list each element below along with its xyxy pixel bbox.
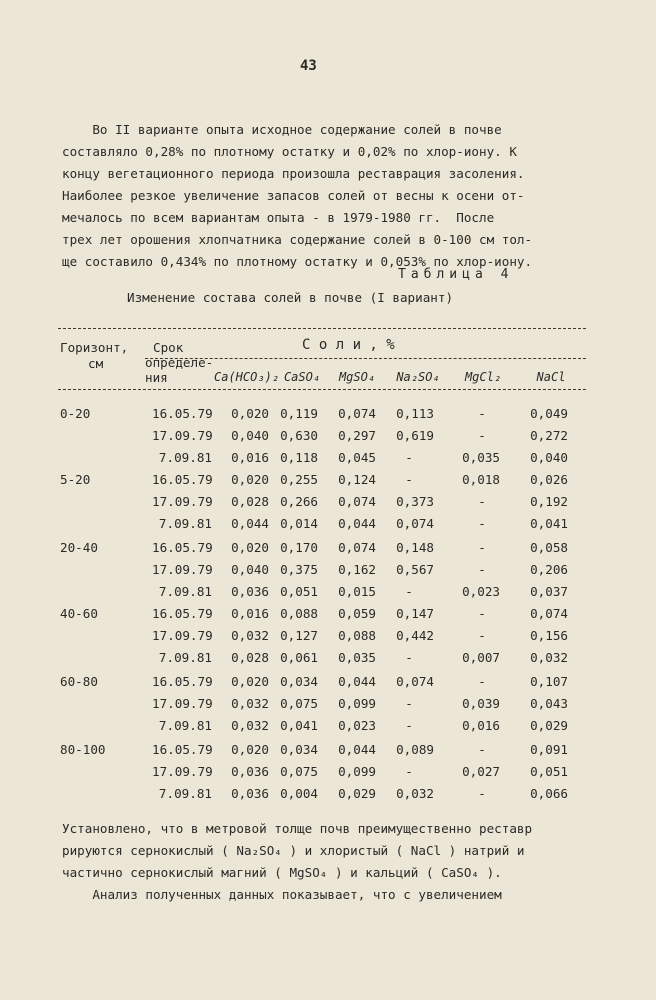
value-cell: 0,020 [231, 674, 269, 689]
value-cell: 0,059 [338, 606, 376, 621]
value-cell: 0,041 [280, 718, 318, 733]
value-cell: 0,034 [280, 674, 318, 689]
date-cell: 17.09.79 [152, 628, 213, 643]
value-cell: 0,041 [530, 516, 568, 531]
value-cell: 0,170 [280, 540, 318, 555]
value-cell: 0,020 [231, 406, 269, 421]
value-cell: - [405, 450, 413, 465]
value-cell: 0,567 [396, 562, 434, 577]
value-cell: 0,066 [530, 786, 568, 801]
value-cell: 0,124 [338, 472, 376, 487]
value-cell: - [478, 540, 486, 555]
date-cell: 7.09.81 [158, 718, 212, 733]
value-cell: 0,032 [530, 650, 568, 665]
value-cell: 0,162 [338, 562, 376, 577]
value-cell: 0,051 [530, 764, 568, 779]
value-cell: - [478, 786, 486, 801]
date-cell: 16.05.79 [152, 674, 213, 689]
value-cell: 0,373 [396, 494, 434, 509]
col-header-mgso4: MgSO₄ [338, 370, 376, 384]
value-cell: - [478, 742, 486, 757]
col-header-nacl: NaCl [536, 370, 566, 384]
value-cell: 0,044 [231, 516, 269, 531]
value-cell: 0,206 [530, 562, 568, 577]
value-cell: - [405, 696, 413, 711]
value-cell: 0,088 [280, 606, 318, 621]
text-line: Наиболее резкое увеличение запасов солей от весны к осени от- [62, 188, 525, 203]
value-cell: 0,099 [338, 764, 376, 779]
value-cell: 0,027 [462, 764, 500, 779]
table-caption: Таблица 4 [398, 267, 514, 282]
value-cell: - [478, 628, 486, 643]
horizon-label: 80-100 [60, 742, 106, 757]
col-header-cahco3: Ca(HCO₃)₂ [214, 370, 280, 384]
value-cell: 0,074 [396, 516, 434, 531]
value-cell: 0,023 [338, 718, 376, 733]
value-cell: - [405, 472, 413, 487]
value-cell: - [478, 428, 486, 443]
value-cell: 0,036 [231, 786, 269, 801]
header-mid-rule [145, 358, 586, 359]
value-cell: 0,074 [396, 674, 434, 689]
value-cell: - [478, 406, 486, 421]
value-cell: 0,375 [280, 562, 318, 577]
value-cell: 0,016 [462, 718, 500, 733]
col-header-caso4: CaSO₄ [283, 370, 321, 384]
text-line: Во II варианте опыта исходное содержание солей в почве [62, 122, 502, 137]
value-cell: 0,045 [338, 450, 376, 465]
value-cell: - [405, 650, 413, 665]
value-cell: 0,004 [280, 786, 318, 801]
value-cell: 0,297 [338, 428, 376, 443]
horizon-label: 20-40 [60, 540, 98, 555]
value-cell: 0,040 [231, 428, 269, 443]
value-cell: - [478, 674, 486, 689]
date-cell: 16.05.79 [152, 406, 213, 421]
date-cell: 7.09.81 [158, 516, 212, 531]
value-cell: 0,020 [231, 472, 269, 487]
value-cell: - [478, 516, 486, 531]
value-cell: - [478, 562, 486, 577]
header-horizon: Горизонт, [60, 340, 129, 355]
value-cell: 0,016 [231, 606, 269, 621]
text-line: рируются сернокислый ( Na₂SO₄ ) и хлористый ( NaCl ) натрий и [62, 843, 525, 858]
value-cell: 0,272 [530, 428, 568, 443]
header-horizon-unit: см [88, 356, 104, 371]
value-cell: 0,028 [231, 650, 269, 665]
date-cell: 7.09.81 [158, 786, 212, 801]
value-cell: 0,040 [231, 562, 269, 577]
value-cell: 0,127 [280, 628, 318, 643]
value-cell: 0,032 [231, 628, 269, 643]
date-cell: 7.09.81 [158, 450, 212, 465]
horizon-label: 5-20 [60, 472, 91, 487]
header-term: Срок [153, 340, 184, 355]
value-cell: 0,442 [396, 628, 434, 643]
horizon-label: 60-80 [60, 674, 98, 689]
value-cell: 0,020 [231, 742, 269, 757]
value-cell: 0,118 [280, 450, 318, 465]
date-cell: 16.05.79 [152, 540, 213, 555]
value-cell: 0,074 [338, 494, 376, 509]
value-cell: 0,049 [530, 406, 568, 421]
value-cell: 0,037 [530, 584, 568, 599]
date-cell: 7.09.81 [158, 650, 212, 665]
value-cell: 0,020 [231, 540, 269, 555]
value-cell: 0,032 [396, 786, 434, 801]
table-top-rule [58, 328, 586, 329]
value-cell: 0,107 [530, 674, 568, 689]
value-cell: 0,016 [231, 450, 269, 465]
value-cell: 0,255 [280, 472, 318, 487]
header-bottom-rule [58, 389, 586, 390]
value-cell: 0,156 [530, 628, 568, 643]
value-cell: - [478, 606, 486, 621]
value-cell: 0,148 [396, 540, 434, 555]
date-cell: 17.09.79 [152, 428, 213, 443]
value-cell: - [405, 584, 413, 599]
value-cell: 0,029 [530, 718, 568, 733]
value-cell: 0,014 [280, 516, 318, 531]
value-cell: 0,089 [396, 742, 434, 757]
value-cell: - [405, 718, 413, 733]
value-cell: 0,034 [280, 742, 318, 757]
value-cell: 0,088 [338, 628, 376, 643]
page-number: 43 [300, 58, 317, 74]
value-cell: 0,015 [338, 584, 376, 599]
text-line: концу вегетационного периода произошла реставрация засоления. [62, 166, 525, 181]
value-cell: 0,044 [338, 674, 376, 689]
text-line: мечалось по всем вариантам опыта - в 1979-1980 гг. После [62, 210, 495, 225]
value-cell: 0,032 [231, 696, 269, 711]
text-line: трех лет орошения хлопчатника содержание солей в 0-100 см тол- [62, 232, 533, 247]
value-cell: 0,036 [231, 764, 269, 779]
value-cell: 0,058 [530, 540, 568, 555]
date-cell: 17.09.79 [152, 764, 213, 779]
value-cell: 0,061 [280, 650, 318, 665]
value-cell: 0,044 [338, 742, 376, 757]
text-line: составляло 0,28% по плотному остатку и 0,02% по хлор-иону. К [62, 144, 517, 159]
value-cell: 0,099 [338, 696, 376, 711]
date-cell: 17.09.79 [152, 696, 213, 711]
text-line: Установлено, что в метровой толще почв преимущественно реставр [62, 821, 533, 836]
value-cell: 0,029 [338, 786, 376, 801]
text-line: частично сернокислый магний ( MgSO₄ ) и кальций ( CaSO₄ ). [62, 865, 502, 880]
value-cell: 0,147 [396, 606, 434, 621]
value-cell: 0,043 [530, 696, 568, 711]
value-cell: 0,035 [338, 650, 376, 665]
value-cell: - [405, 764, 413, 779]
value-cell: 0,266 [280, 494, 318, 509]
value-cell: 0,035 [462, 450, 500, 465]
value-cell: 0,018 [462, 472, 500, 487]
value-cell: 0,040 [530, 450, 568, 465]
value-cell: 0,075 [280, 764, 318, 779]
header-term: ния [145, 370, 168, 385]
value-cell: 0,007 [462, 650, 500, 665]
value-cell: 0,026 [530, 472, 568, 487]
date-cell: 16.05.79 [152, 606, 213, 621]
value-cell: 0,630 [280, 428, 318, 443]
horizon-label: 0-20 [60, 406, 91, 421]
date-cell: 7.09.81 [158, 584, 212, 599]
value-cell: 0,039 [462, 696, 500, 711]
date-cell: 16.05.79 [152, 472, 213, 487]
value-cell: 0,119 [280, 406, 318, 421]
value-cell: - [478, 494, 486, 509]
date-cell: 17.09.79 [152, 562, 213, 577]
text-line: Анализ полученных данных показывает, что с увеличением [62, 887, 502, 902]
value-cell: 0,023 [462, 584, 500, 599]
date-cell: 16.05.79 [152, 742, 213, 757]
table-title: Изменение состава солей в почве (I вариант) [127, 290, 454, 305]
header-term: определе- [145, 355, 214, 370]
value-cell: 0,074 [338, 406, 376, 421]
value-cell: 0,113 [396, 406, 434, 421]
value-cell: 0,074 [338, 540, 376, 555]
horizon-label: 40-60 [60, 606, 98, 621]
value-cell: 0,036 [231, 584, 269, 599]
col-header-na2so4: Na₂SO₄ [396, 370, 440, 384]
value-cell: 0,192 [530, 494, 568, 509]
value-cell: 0,074 [530, 606, 568, 621]
col-header-mgcl2: MgCl₂ [464, 370, 502, 384]
text-line: ще составило 0,434% по плотному остатку и 0,053% по хлор-иону. [62, 254, 533, 269]
value-cell: 0,032 [231, 718, 269, 733]
value-cell: 0,091 [530, 742, 568, 757]
value-cell: 0,044 [338, 516, 376, 531]
value-cell: 0,075 [280, 696, 318, 711]
value-cell: 0,028 [231, 494, 269, 509]
header-salts: С о л и , % [302, 337, 395, 353]
date-cell: 17.09.79 [152, 494, 213, 509]
value-cell: 0,619 [396, 428, 434, 443]
value-cell: 0,051 [280, 584, 318, 599]
